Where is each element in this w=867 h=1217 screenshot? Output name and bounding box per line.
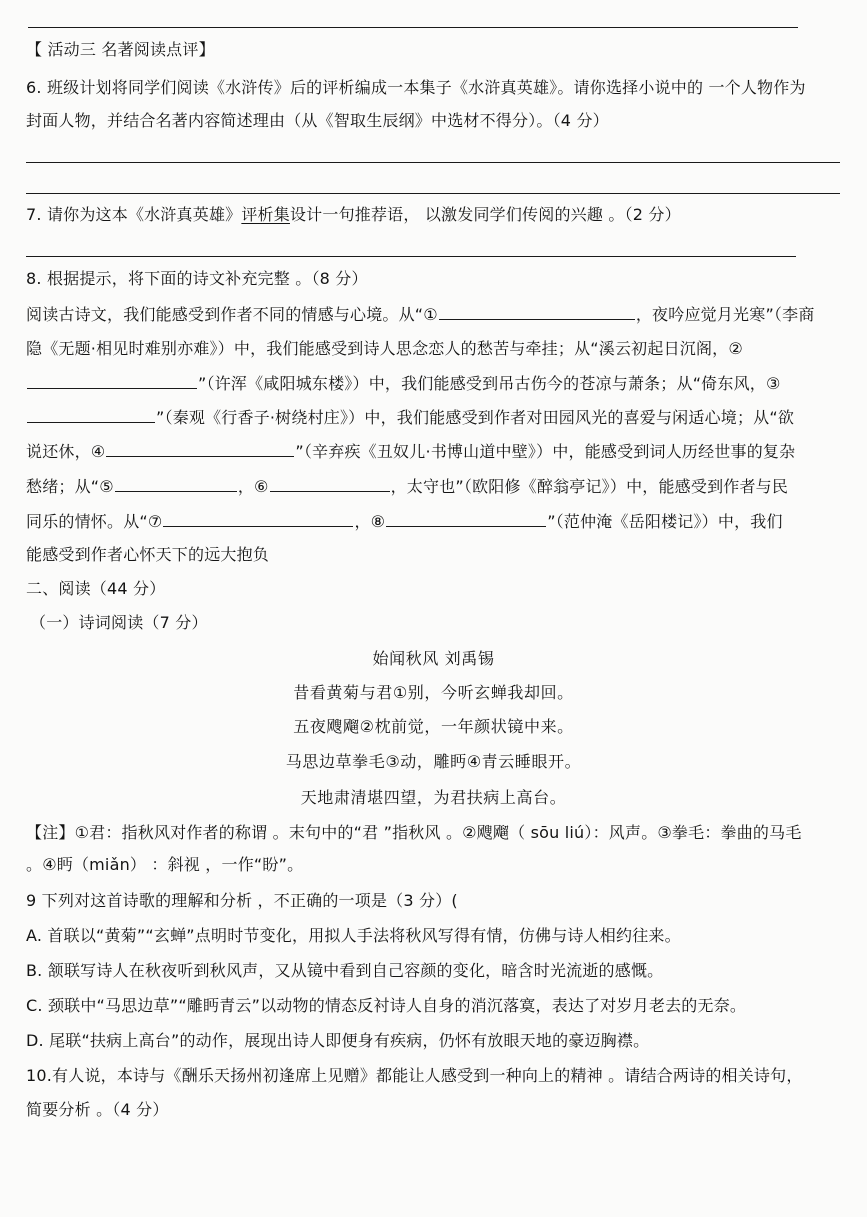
q7-after: 设计一句推荐语， 以激发同学们传阅的兴趣 。（2 分） (289, 205, 681, 224)
blank-7[interactable] (163, 510, 353, 527)
q8-title: 8. 根据提示，将下面的诗文补充完整 。（8 分） (26, 269, 368, 288)
q8-line-4 (26, 406, 794, 429)
q9-option-d: D. 尾联“扶病上高台”的动作，展现出诗人即便身有疾病，仍怀有放眼天地的豪迈胸襟。 (26, 1031, 650, 1050)
q8-text: 愁绪；从“⑤ (26, 477, 114, 496)
q8-text: ”（秦观《行香子·树绕村庄》）中，我们能感受到作者对田园风光的喜爱与闲适心境；从“欲 (156, 408, 795, 427)
part2-title: 二、阅读（44 分） (26, 579, 166, 598)
q6-line-2: 封面人物，并结合名著内容简述理由（从《智取生辰纲》中选材不得分）。（4 分） (26, 111, 609, 130)
blank-6[interactable] (270, 475, 390, 492)
q8-line-6 (26, 475, 788, 498)
q8-text: 说还休，④ (26, 442, 106, 461)
q8-line-7 (26, 510, 783, 533)
section-title: 【 活动三 名著阅读点评】 (26, 40, 215, 59)
q8-line-3 (26, 372, 781, 395)
note-line-1: 【注】①君：指秋风对作者的称谓 。末句中的“君 ”指秋风 。②飕飗（ sōu liú）：风声。③拳毛：拳曲的马毛 (26, 823, 802, 842)
blank-4[interactable] (106, 440, 294, 457)
blank-2[interactable] (27, 372, 197, 389)
part2-subtitle: （一）诗词阅读（7 分） (30, 613, 208, 632)
q8-text: ，⑥ (237, 477, 269, 496)
poem-line: 五夜飕飗②枕前觉，一年颜状镜中来。 (293, 717, 574, 736)
blank-8[interactable] (386, 510, 546, 527)
q9-option-a: A. 首联以“黄菊”“玄蝉”点明时节变化，用拟人手法将秋风写得有情，仿佛与诗人相约往来。 (26, 926, 681, 945)
q9-option-b: B. 颔联写诗人在秋夜听到秋风声，又从镜中看到自己容颜的变化，暗含时光流逝的感慨。 (26, 961, 664, 980)
poem-title: 始闻秋风 刘禹锡 (372, 649, 495, 668)
q8-text: ”（辛弃疾《丑奴儿·书博山道中壁》）中，能感受到词人历经世事的复杂 (295, 442, 796, 461)
q8-line-1 (26, 303, 815, 326)
q7-underlined: 评析集 (241, 205, 290, 224)
q6-answer-line-1[interactable] (26, 162, 840, 163)
q8-line-5 (26, 440, 795, 463)
poem-line: 昔看黄菊与君①别，今听玄蝉我却回。 (293, 683, 574, 702)
q8-text: ”（范仲淹《岳阳楼记》）中，我们 (547, 512, 783, 531)
q10-line-2: 简要分析 。（4 分） (26, 1100, 169, 1119)
poem-line: 马思边草拳毛③动，雕眄④青云睡眼开。 (285, 752, 582, 771)
q10-line-1: 10.有人说，本诗与《酬乐天扬州初逢席上见赠》都能让人感受到一种向上的精神 。请结合两诗的相关诗句， (26, 1066, 803, 1085)
q8-line-8: 能感受到作者心怀天下的远大抱负 (26, 545, 270, 564)
note-line-2: 。④眄（miǎn） ：斜视 ，一作“盼”。 (26, 855, 304, 874)
top-rule (28, 27, 798, 28)
q6-line-1: 6. 班级计划将同学们阅读《水浒传》后的评析编成一本集子《水浒真英雄》。请你选择小说中的 一个人物作为 (26, 78, 806, 97)
q7-line (26, 204, 681, 226)
q8-text: ”（许浑《咸阳城东楼》）中，我们能感受到吊古伤今的苍凉与萧条；从“倚东风，③ (198, 374, 781, 393)
q9-stem: 9 下列对这首诗歌的理解和分析 ，不正确的一项是（3 分）( (26, 891, 458, 910)
blank-5[interactable] (115, 475, 237, 492)
poem-line: 天地肃清堪四望，为君扶病上高台。 (300, 788, 567, 807)
blank-3[interactable] (27, 406, 155, 423)
q9-option-c: C. 颈联中“马思边草”“雕眄青云”以动物的情态反衬诗人自身的消沉落寞，表达了对岁月老去的无奈。 (26, 996, 747, 1015)
q8-text: 同乐的情怀。从“⑦ (26, 512, 163, 531)
q7-answer-line[interactable] (26, 256, 796, 257)
q6-answer-line-2[interactable] (26, 193, 840, 194)
q8-text: ，夜吟应觉月光寒”（李商 (635, 305, 815, 324)
blank-1[interactable] (439, 303, 635, 320)
q8-text: 阅读古诗文，我们能感受到作者不同的情感与心境。从“① (26, 305, 438, 324)
q8-text: ，⑧ (354, 512, 386, 531)
q8-text: ，太守也”（欧阳修《醉翁亭记》）中，能感受到作者与民 (390, 477, 789, 496)
q7-before: 7. 请你为这本《水浒真英雄》 (26, 205, 242, 224)
q8-line-2: 隐《无题·相见时难别亦难》）中，我们能感受到诗人思念恋人的愁苦与牵挂；从“溪云初起日沉阁，② (26, 339, 743, 358)
